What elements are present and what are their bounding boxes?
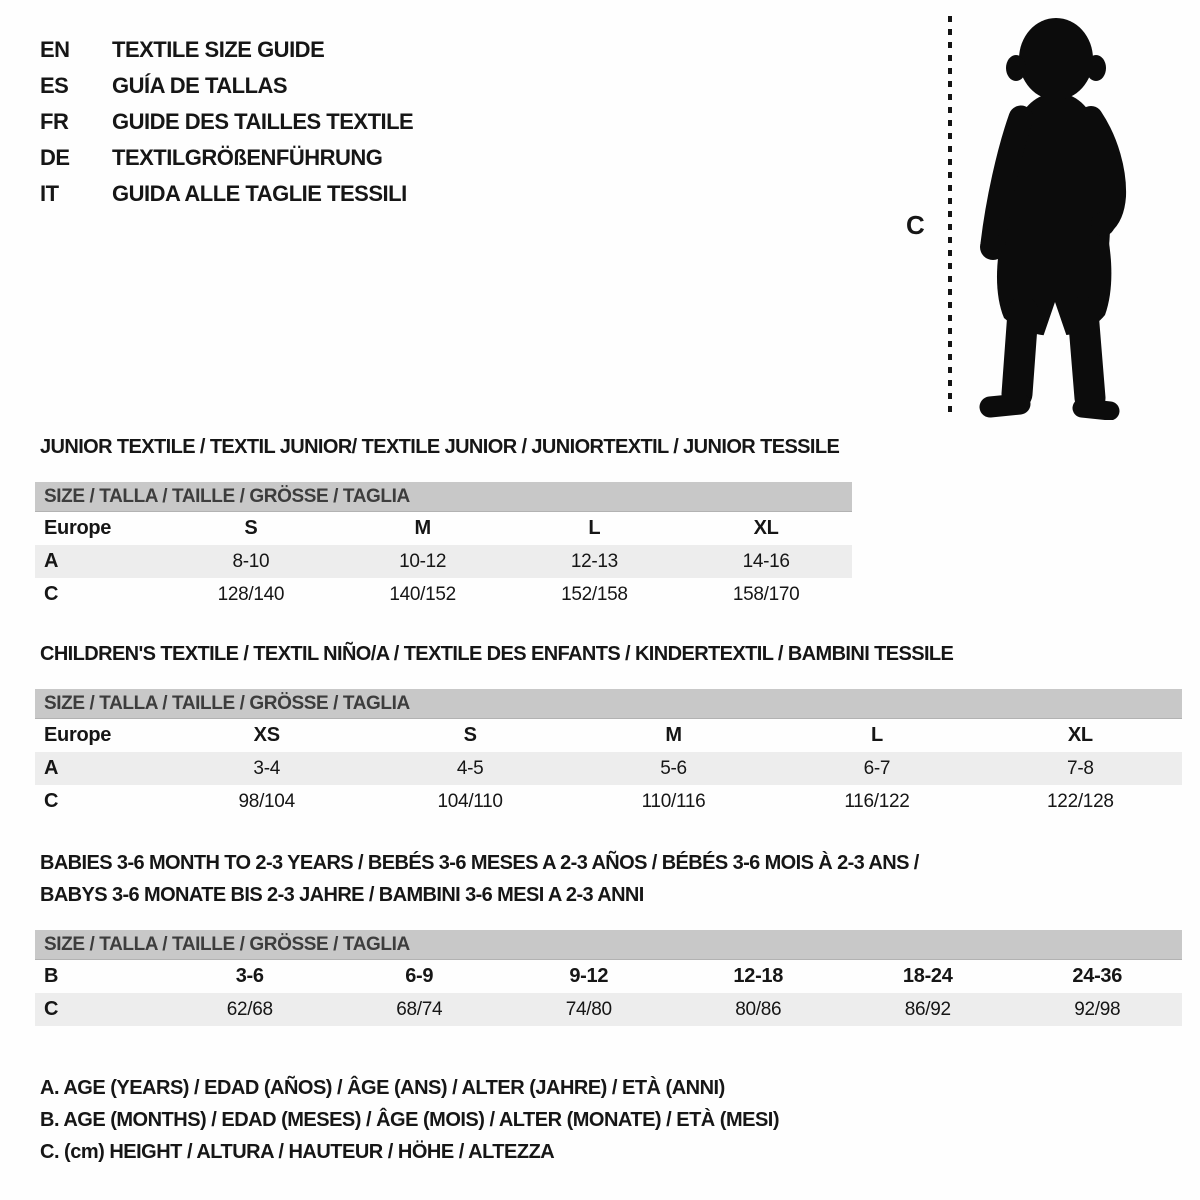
height-cell: 68/74 — [396, 998, 443, 1020]
height-cell: 80/86 — [735, 998, 782, 1020]
height-cell: 158/170 — [732, 583, 800, 605]
height-measure-line — [948, 16, 952, 416]
children-section-title: CHILDREN'S TEXTILE / TEXTIL NIÑO/A / TEXTILE DES ENFANTS / KINDERTEXTIL / BAMBINI TESSILE — [40, 643, 954, 665]
age-cell: 4-5 — [456, 757, 484, 779]
junior-section-title: JUNIOR TEXTILE / TEXTIL JUNIOR/ TEXTILE JUNIOR / JUNIORTEXTIL / JUNIOR TESSILE — [40, 436, 840, 458]
row-label: A — [44, 757, 59, 779]
size-cell: XL — [1067, 724, 1093, 746]
height-cell: 92/98 — [1074, 998, 1121, 1020]
legend-line-c: C. (cm) HEIGHT / ALTURA / HAUTEUR / HÖHE / ALTEZZA — [40, 1141, 555, 1163]
height-cell: 128/140 — [217, 583, 285, 605]
height-cell: 140/152 — [389, 583, 456, 605]
months-cell: 24-36 — [1072, 965, 1123, 987]
table-row-height — [35, 993, 1182, 1026]
age-cell: 5-6 — [660, 757, 687, 779]
guide-title-es: GUÍA DE TALLAS — [112, 73, 288, 98]
row-label: Europe — [44, 724, 112, 746]
row-label: C — [44, 583, 59, 605]
table-row-months — [35, 960, 1182, 993]
table-row-europe — [35, 719, 1182, 752]
age-cell: 10-12 — [399, 550, 447, 572]
junior-size-table — [35, 482, 852, 611]
language-row-fr — [40, 104, 413, 140]
guide-title-it: GUIDA ALLE TAGLIE TESSILI — [112, 181, 407, 206]
babies-section-title-line1: BABIES 3-6 MONTH TO 2-3 YEARS / BEBÉS 3-6 MESES A 2-3 AÑOS / BÉBÉS 3-6 MOIS À 2-3 ANS / — [40, 852, 919, 874]
babies-size-table — [35, 930, 1182, 1026]
height-cell: 116/122 — [844, 790, 910, 812]
language-row-it — [40, 176, 413, 212]
height-cell: 122/128 — [1047, 790, 1114, 812]
language-row-en — [40, 32, 413, 68]
legend-line-b: B. AGE (MONTHS) / EDAD (MESES) / ÂGE (MOIS) / ALTER (MONATE) / ETÀ (MESI) — [40, 1109, 780, 1131]
age-cell: 8-10 — [232, 550, 270, 572]
table-row-height — [35, 578, 852, 611]
table-row-age — [35, 752, 1182, 785]
language-code: DE — [40, 145, 70, 170]
months-cell: 18-24 — [902, 965, 953, 987]
size-header-bar: SIZE / TALLA / TAILLE / GRÖSSE / TAGLIA — [35, 482, 852, 512]
height-cell: 110/116 — [641, 790, 706, 812]
guide-title-fr: GUIDE DES TAILLES TEXTILE — [112, 109, 414, 134]
language-code: FR — [40, 109, 69, 134]
age-cell: 6-7 — [863, 757, 891, 779]
language-code: IT — [40, 181, 59, 206]
size-cell: S — [463, 724, 477, 746]
height-measure-label: C — [906, 210, 925, 240]
language-code: ES — [40, 73, 69, 98]
height-cell: 104/110 — [437, 790, 503, 812]
measure-legend — [40, 1072, 779, 1168]
language-list — [40, 32, 413, 212]
size-cell: S — [244, 517, 258, 539]
age-cell: 7-8 — [1067, 757, 1094, 779]
toddler-silhouette — [963, 14, 1141, 420]
guide-title-en: TEXTILE SIZE GUIDE — [112, 37, 325, 62]
table-row-height — [35, 785, 1182, 818]
row-label: A — [44, 550, 59, 572]
size-cell: L — [588, 517, 601, 539]
table-row-europe — [35, 512, 852, 545]
language-row-de — [40, 140, 413, 176]
age-cell: 3-4 — [253, 757, 280, 779]
months-cell: 6-9 — [405, 965, 434, 987]
children-size-table — [35, 689, 1182, 818]
height-cell: 62/68 — [226, 998, 273, 1020]
row-label: C — [44, 998, 59, 1020]
language-code: EN — [40, 37, 70, 62]
size-cell: XL — [753, 517, 779, 539]
table-row-age — [35, 545, 852, 578]
months-cell: 3-6 — [235, 965, 264, 987]
language-row-es — [40, 68, 413, 104]
size-header-bar: SIZE / TALLA / TAILLE / GRÖSSE / TAGLIA — [35, 689, 1182, 719]
size-cell: M — [414, 517, 431, 539]
size-header-bar: SIZE / TALLA / TAILLE / GRÖSSE / TAGLIA — [35, 930, 1182, 960]
row-label: B — [44, 965, 59, 987]
size-cell: L — [870, 724, 883, 746]
babies-section-title-line2: BABYS 3-6 MONATE BIS 2-3 JAHRE / BAMBINI 3-6 MESI A 2-3 ANNI — [40, 884, 644, 906]
months-cell: 9-12 — [569, 965, 609, 987]
months-cell: 12-18 — [733, 965, 784, 987]
height-cell: 152/158 — [561, 583, 628, 605]
size-cell: XS — [253, 724, 280, 746]
row-label: C — [44, 790, 59, 812]
size-cell: M — [665, 724, 682, 746]
row-label: Europe — [44, 517, 112, 539]
height-cell: 74/80 — [565, 998, 612, 1020]
legend-line-a: A. AGE (YEARS) / EDAD (AÑOS) / ÂGE (ANS) / ALTER (JAHRE) / ETÀ (ANNI) — [40, 1077, 725, 1099]
age-cell: 14-16 — [742, 550, 790, 572]
height-cell: 98/104 — [238, 790, 295, 812]
age-cell: 12-13 — [570, 550, 618, 572]
guide-title-de: TEXTILGRÖßENFÜHRUNG — [112, 145, 383, 170]
height-cell: 86/92 — [904, 998, 951, 1020]
